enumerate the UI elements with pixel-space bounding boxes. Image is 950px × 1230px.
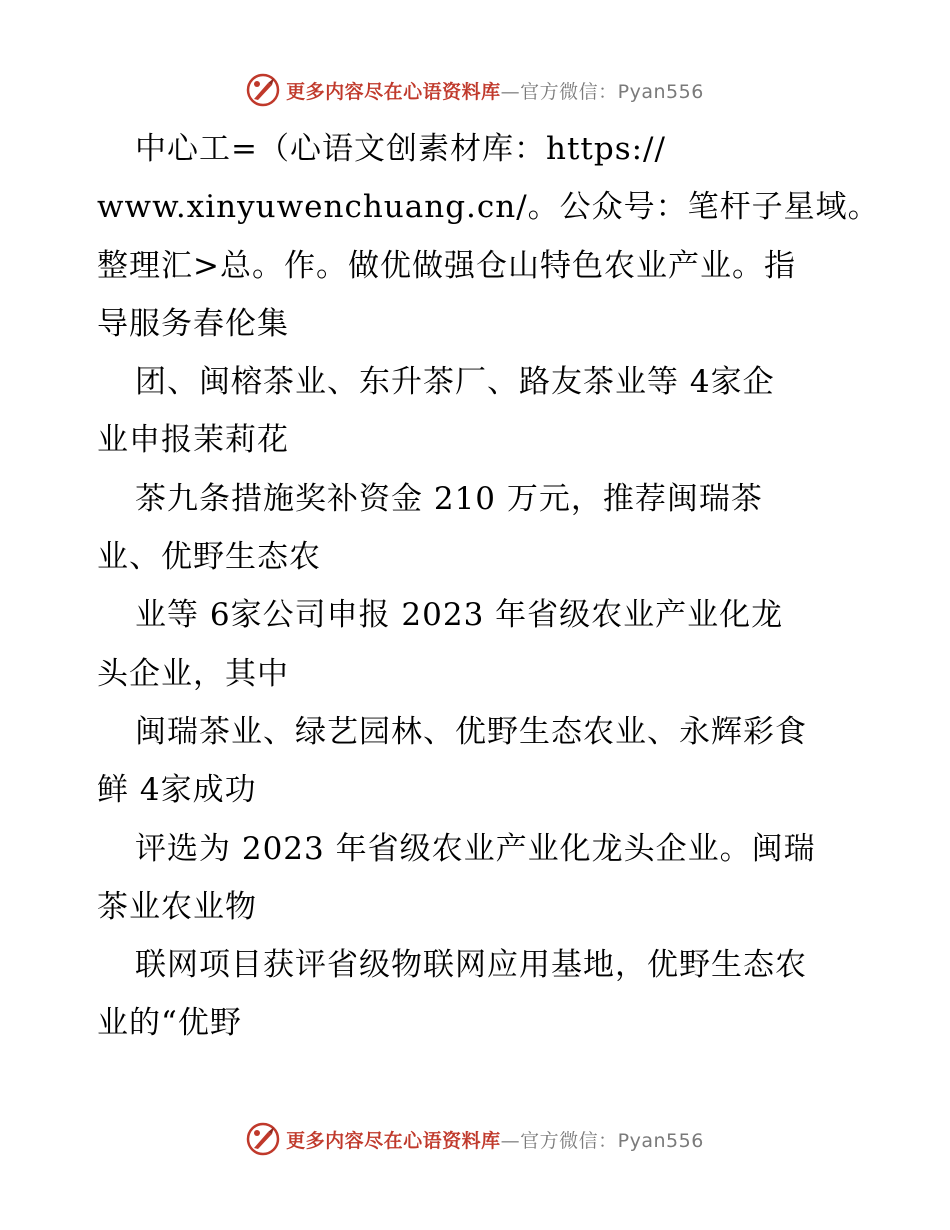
footer-banner: [0, 1119, 950, 1159]
header-banner: [0, 70, 950, 110]
header-banner-text: [286, 77, 704, 104]
document-line: 茶九条措施奖补资金 210 万元，推荐闽瑞茶: [135, 480, 763, 517]
document-line: 闽瑞茶业、绿艺园林、优野生态农业、永辉彩食: [135, 713, 807, 750]
document-line: 业、优野生态农: [97, 539, 321, 576]
document-line: 茶业农业物: [97, 888, 257, 925]
header-banner-title: 更多内容尽在心语资料库: [286, 80, 501, 103]
quill-logo-icon: [246, 1122, 280, 1156]
document-line: 联网项目获评省级物联网应用基地，优野生态农: [135, 947, 807, 984]
document-line: 整理汇>总。作。做优做强仓山特色农业产业。指: [97, 247, 796, 284]
document-line: 业等 6家公司申报 2023 年省级农业产业化龙: [135, 597, 784, 634]
document-line: 导服务春伦集: [97, 305, 289, 342]
footer-banner-wechat: 官方微信：Pyan556: [520, 1129, 704, 1152]
footer-banner-title: 更多内容尽在心语资料库: [286, 1129, 501, 1152]
footer-banner-dash: —: [500, 1129, 521, 1152]
document-line: 团、闽榕茶业、东升茶厂、路友茶业等 4家企: [135, 364, 775, 401]
header-banner-dash: —: [500, 80, 521, 103]
document-line: www.xinyuwenchuang.cn/。公众号：笔杆子星域。: [97, 189, 880, 226]
quill-logo-icon: [246, 73, 280, 107]
footer-banner-content: [246, 1122, 704, 1156]
document-line: 业申报茉莉花: [97, 422, 289, 459]
footer-banner-text: [286, 1126, 704, 1153]
document-line: 评选为 2023 年省级农业产业化龙头企业。闽瑞: [135, 830, 816, 867]
document-body: [97, 120, 880, 1053]
header-banner-wechat: 官方微信：Pyan556: [520, 80, 704, 103]
document-line: 业的“优野: [97, 1005, 242, 1042]
document-line: 鲜 4家成功: [97, 772, 257, 809]
document-line: 头企业，其中: [97, 655, 289, 692]
header-banner-content: [246, 73, 704, 107]
document-line: 中心工=（心语文创素材库：https://: [135, 131, 666, 167]
